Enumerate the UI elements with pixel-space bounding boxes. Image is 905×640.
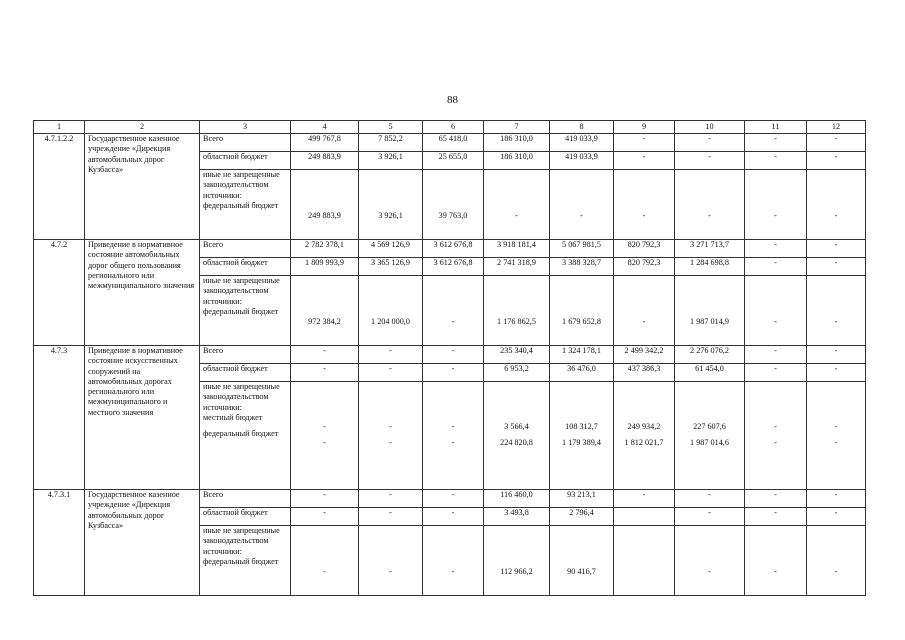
source-label-total: Всего	[200, 346, 291, 364]
value-cell	[550, 276, 614, 346]
value-cell	[614, 382, 675, 490]
federal-value: 224 820,8	[500, 438, 533, 448]
federal-value: 39 763,0	[438, 211, 468, 220]
column-header: 11	[745, 121, 807, 134]
federal-value: 1 176 862,5	[497, 317, 536, 326]
value-cell	[675, 170, 745, 240]
value-cell: 249 883,9	[291, 152, 359, 170]
federal-value: -	[834, 567, 838, 576]
value-cell	[614, 276, 675, 346]
source-label-total: Всего	[200, 134, 291, 152]
value-cell: -	[291, 364, 359, 382]
value-cell: 1 809 993,9	[291, 258, 359, 276]
value-cell: -	[359, 490, 423, 508]
value-cell	[614, 526, 675, 596]
value-cell: 65 418,0	[423, 134, 484, 152]
local-value: -	[834, 422, 838, 431]
federal-value: 972 384,2	[308, 317, 341, 326]
value-cell: 61 454,0	[675, 364, 745, 382]
column-header: 4	[291, 121, 359, 134]
value-cell: -	[745, 258, 807, 276]
value-cell: 2 276 076,2	[675, 346, 745, 364]
value-cell: 3 365 126,9	[359, 258, 423, 276]
value-cell: 235 340,4	[484, 346, 550, 364]
value-cell: 25 655,0	[423, 152, 484, 170]
section-total-row	[34, 134, 866, 152]
value-cell	[423, 526, 484, 596]
federal-value: -	[389, 438, 392, 448]
value-cell	[291, 382, 359, 490]
source-label-total: Всего	[200, 490, 291, 508]
local-value: 227 607,6	[693, 422, 726, 431]
value-cell: -	[807, 152, 866, 170]
value-cell	[291, 526, 359, 596]
column-header: 5	[359, 121, 423, 134]
value-cell: 186 310,0	[484, 152, 550, 170]
federal-value: 90 416,7	[567, 567, 596, 576]
value-cell: 820 792,3	[614, 240, 675, 258]
source-label-other-cell	[200, 276, 291, 346]
federal-value: 1 812 021,7	[624, 438, 664, 448]
value-cell: -	[359, 508, 423, 526]
local-value: -	[451, 422, 455, 431]
value-cell	[675, 276, 745, 346]
federal-value: -	[451, 317, 455, 326]
value-cell: -	[807, 134, 866, 152]
value-cell: 116 460,0	[484, 490, 550, 508]
local-value: -	[389, 422, 392, 431]
federal-value: -	[580, 211, 583, 220]
source-label-other: иные не запрещенные законодательством источники:	[203, 276, 280, 306]
local-value: 3 566,4	[504, 422, 529, 431]
value-cell: 3 918 181,4	[484, 240, 550, 258]
value-cell	[484, 526, 550, 596]
federal-value: -	[774, 567, 777, 576]
federal-value: 1 179 389,4	[562, 438, 601, 448]
federal-value: -	[774, 438, 777, 448]
value-cell	[423, 276, 484, 346]
value-cell: -	[807, 508, 866, 526]
section-code: 4.7.2	[34, 240, 85, 346]
local-value: -	[774, 422, 777, 431]
source-label-federal: федеральный бюджет	[203, 429, 279, 439]
section-name: Приведение в нормативное состояние автомобильных дорог общего пользования регионального или межмуниципального значения	[85, 240, 200, 346]
source-label-local: местный бюджет	[203, 412, 263, 422]
value-cell	[807, 276, 866, 346]
column-header: 8	[550, 121, 614, 134]
value-cell: -	[745, 134, 807, 152]
value-cell: -	[745, 490, 807, 508]
section-total-row	[34, 240, 866, 258]
local-value: -	[323, 422, 326, 431]
federal-value: 249 883,9	[308, 211, 341, 220]
value-cell: -	[675, 152, 745, 170]
federal-value: -	[515, 211, 518, 220]
federal-value: -	[834, 438, 838, 448]
value-cell: 3 612 676,8	[423, 258, 484, 276]
source-label-regional: областной бюджет	[200, 258, 291, 276]
federal-value: -	[834, 211, 838, 220]
value-cell: -	[423, 508, 484, 526]
source-label-other: иные не запрещенные законодательством источники:	[203, 526, 280, 556]
section-code: 4.7.3.1	[34, 490, 85, 596]
federal-value: -	[389, 567, 392, 576]
federal-value: 112 966,2	[500, 567, 533, 576]
value-cell: -	[807, 240, 866, 258]
value-cell: -	[745, 152, 807, 170]
section-code: 4.7.1.2.2	[34, 134, 85, 240]
value-cell: -	[807, 490, 866, 508]
value-cell	[423, 382, 484, 490]
value-cell: 5 067 981,5	[550, 240, 614, 258]
value-cell: -	[745, 364, 807, 382]
value-cell	[807, 526, 866, 596]
value-cell: -	[807, 346, 866, 364]
value-cell	[745, 170, 807, 240]
value-cell: 3 612 676,8	[423, 240, 484, 258]
value-cell: 2 796,4	[550, 508, 614, 526]
federal-value: -	[834, 317, 838, 326]
value-cell: -	[745, 346, 807, 364]
source-label-federal: федеральный бюджет	[203, 306, 279, 316]
value-cell	[745, 276, 807, 346]
value-cell: 499 767,8	[291, 134, 359, 152]
value-cell	[745, 382, 807, 490]
column-header: 7	[484, 121, 550, 134]
column-header: 1	[34, 121, 85, 134]
value-cell: -	[675, 490, 745, 508]
value-cell: -	[675, 134, 745, 152]
source-label-federal: федеральный бюджет	[203, 200, 279, 210]
federal-value: -	[323, 567, 326, 576]
value-cell	[484, 170, 550, 240]
value-cell: 4 569 126,9	[359, 240, 423, 258]
federal-value: -	[642, 317, 646, 326]
value-cell: -	[423, 346, 484, 364]
value-cell	[359, 170, 423, 240]
column-header: 2	[85, 121, 200, 134]
federal-value: -	[774, 317, 777, 326]
source-label-regional: областной бюджет	[200, 508, 291, 526]
value-cell: -	[291, 346, 359, 364]
federal-value: -	[451, 438, 455, 448]
source-label-federal: федеральный бюджет	[203, 556, 279, 566]
value-cell: -	[423, 490, 484, 508]
section-name: Приведение в нормативное состояние искусственных сооружений на автомобильных дорогах регионального или межмуниципального и местного значения	[85, 346, 200, 490]
page-number: 88	[447, 94, 458, 106]
value-cell: 1 284 698,8	[675, 258, 745, 276]
value-cell	[614, 508, 675, 526]
source-label-other-cell	[200, 526, 291, 596]
source-label-regional: областной бюджет	[200, 364, 291, 382]
value-cell: -	[807, 258, 866, 276]
federal-value: -	[451, 567, 455, 576]
value-cell	[614, 170, 675, 240]
value-cell: -	[291, 490, 359, 508]
source-label-total: Всего	[200, 240, 291, 258]
column-header: 12	[807, 121, 866, 134]
value-cell	[550, 170, 614, 240]
value-cell: 36 476,0	[550, 364, 614, 382]
value-cell	[807, 170, 866, 240]
value-cell: -	[614, 152, 675, 170]
federal-value: -	[708, 211, 711, 220]
section-name: Государственное казенное учреждение «Дирекция автомобильных дорог Кузбасса»	[85, 490, 200, 596]
section-name: Государственное казенное учреждение «Дирекция автомобильных дорог Кузбасса»	[85, 134, 200, 240]
source-label-regional: областной бюджет	[200, 152, 291, 170]
value-cell: 419 033,9	[550, 152, 614, 170]
value-cell: -	[807, 364, 866, 382]
value-cell: 437 386,3	[614, 364, 675, 382]
column-header: 6	[423, 121, 484, 134]
source-label-other: иные не запрещенные законодательством источники:	[203, 382, 280, 412]
federal-value: -	[774, 211, 777, 220]
value-cell: 3 271 713,7	[675, 240, 745, 258]
value-cell	[359, 276, 423, 346]
value-cell: 3 493,8	[484, 508, 550, 526]
section-total-row	[34, 346, 866, 364]
value-cell: 7 852,2	[359, 134, 423, 152]
value-cell: -	[614, 134, 675, 152]
value-cell	[484, 276, 550, 346]
value-cell: -	[745, 508, 807, 526]
value-cell	[423, 170, 484, 240]
value-cell: -	[423, 364, 484, 382]
budget-table	[33, 120, 866, 596]
section-code: 4.7.3	[34, 346, 85, 490]
federal-value: 1 987 014,9	[690, 317, 729, 326]
value-cell: 93 213,1	[550, 490, 614, 508]
federal-value: 1 987 014,6	[690, 438, 729, 448]
federal-value: 3 926,1	[378, 211, 403, 220]
local-value: 108 312,7	[565, 422, 598, 431]
federal-value: 1 679 652,8	[562, 317, 601, 326]
value-cell: 2 499 342,2	[614, 346, 675, 364]
value-cell	[484, 382, 550, 490]
value-cell	[807, 382, 866, 490]
value-cell: 3 926,1	[359, 152, 423, 170]
value-cell	[291, 276, 359, 346]
value-cell: 2 741 318,9	[484, 258, 550, 276]
source-label-other-cell	[200, 170, 291, 240]
value-cell: 1 324 178,1	[550, 346, 614, 364]
federal-value: -	[323, 438, 326, 448]
federal-value: 1 204 000,0	[371, 317, 410, 326]
value-cell: 419 033,9	[550, 134, 614, 152]
column-header: 9	[614, 121, 675, 134]
column-header-row	[34, 121, 866, 134]
value-cell: 6 953,2	[484, 364, 550, 382]
value-cell	[291, 170, 359, 240]
value-cell: -	[614, 490, 675, 508]
value-cell	[359, 382, 423, 490]
source-label-other: иные не запрещенные законодательством источники:	[203, 170, 280, 200]
section-total-row	[34, 490, 866, 508]
value-cell: 820 792,3	[614, 258, 675, 276]
value-cell: -	[359, 346, 423, 364]
value-cell: -	[675, 508, 745, 526]
value-cell: -	[745, 240, 807, 258]
value-cell: 3 388 328,7	[550, 258, 614, 276]
federal-value: -	[708, 567, 711, 576]
value-cell: -	[291, 508, 359, 526]
value-cell: 186 310,0	[484, 134, 550, 152]
value-cell	[550, 382, 614, 490]
federal-value: -	[642, 211, 646, 220]
source-label-other-cell	[200, 382, 291, 490]
value-cell	[359, 526, 423, 596]
value-cell	[675, 382, 745, 490]
local-value: 249 934,2	[627, 422, 661, 431]
value-cell	[745, 526, 807, 596]
value-cell	[675, 526, 745, 596]
value-cell: 2 782 378,1	[291, 240, 359, 258]
column-header: 3	[200, 121, 291, 134]
value-cell: -	[359, 364, 423, 382]
column-header: 10	[675, 121, 745, 134]
value-cell	[550, 526, 614, 596]
